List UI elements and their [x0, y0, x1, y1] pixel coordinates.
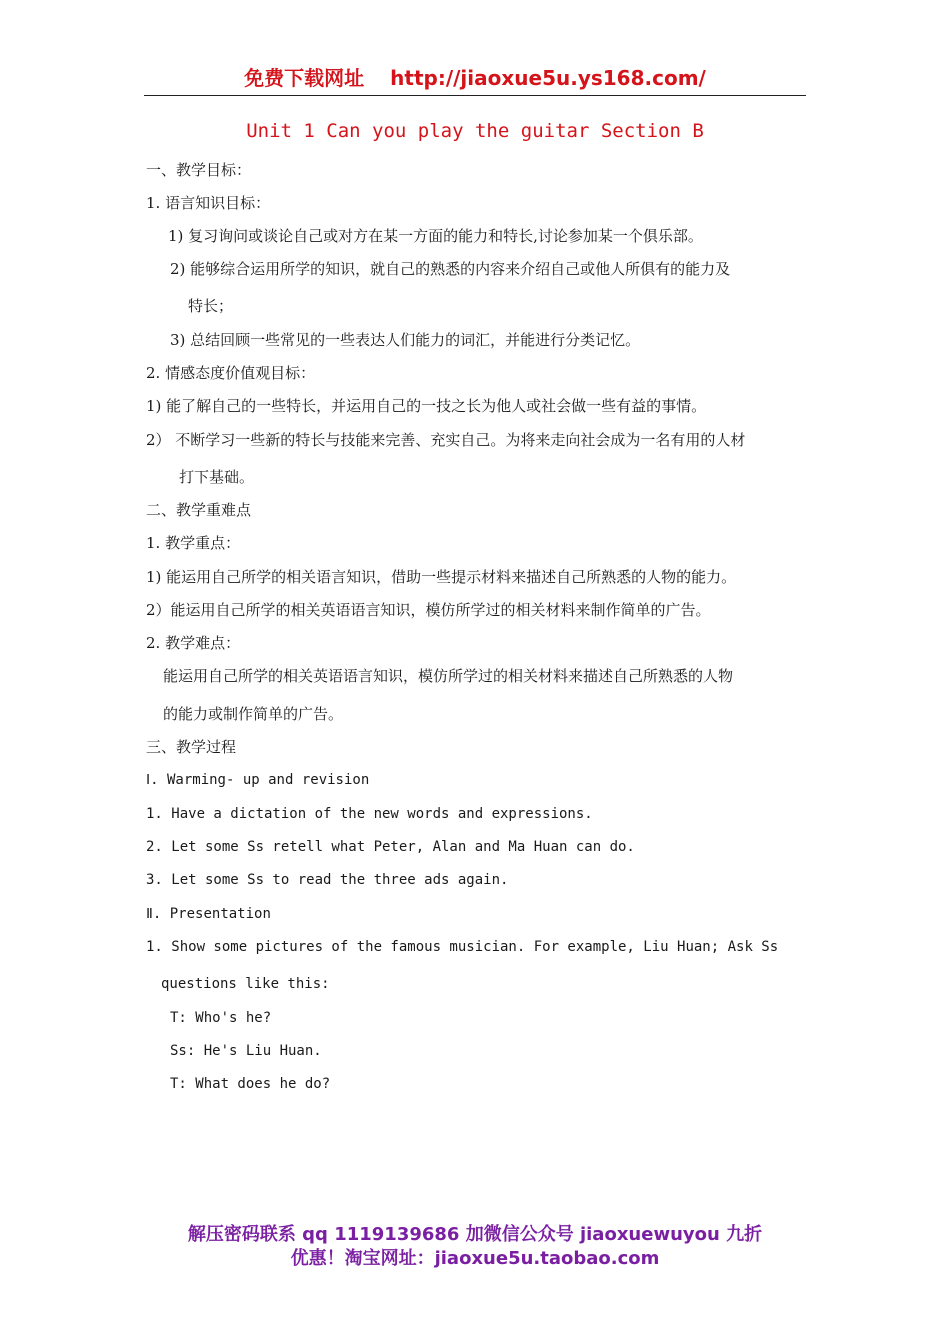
list-item: 3. Let some Ss to read the three ads again.: [146, 872, 509, 888]
list-item-continuation: 特长；: [188, 297, 234, 315]
list-item: 2） 不断学习一些新的特长与技能来完善、充实自己。为将来走向社会成为一名有用的人材: [146, 431, 746, 449]
dialogue-line: T: What does he do?: [170, 1076, 331, 1092]
list-item: 2) 能够综合运用所学的知识，就自己的熟悉的内容来介绍自己或他人所俱有的能力及: [170, 260, 731, 278]
step-heading-warming-up: Ⅰ. Warming- up and revision: [146, 772, 370, 788]
list-item: 2. Let some Ss retell what Peter, Alan and Ma Huan can do.: [146, 839, 635, 855]
document-title: Unit 1 Can you play the guitar Section B: [246, 120, 704, 142]
paragraph-line: 能运用自己所学的相关英语语言知识，模仿所学过的相关材料来描述自己所熟悉的人物: [163, 667, 734, 685]
section-heading-objectives: 一、教学目标：: [146, 161, 252, 179]
list-item: 1. Have a dictation of the new words and expressions.: [146, 806, 593, 822]
footer-promo-line-2: 优惠！淘宝网址：jiaoxue5u.taobao.com: [290, 1248, 660, 1269]
header-label: 免费下载网址: [244, 66, 365, 90]
list-item: 3) 总结回顾一些常见的一些表达人们能力的词汇，并能进行分类记忆。: [170, 331, 641, 349]
header-url-link[interactable]: http://jiaoxue5u.ys168.com/: [390, 66, 706, 90]
list-item: 1) 能了解自己的一些特长，并运用自己的一技之长为他人或社会做一些有益的事情。: [146, 397, 707, 415]
list-item: 2）能运用自己所学的相关英语语言知识，模仿所学过的相关材料来制作简单的广告。: [146, 601, 711, 619]
section-heading-procedure: 三、教学过程: [146, 738, 237, 756]
footer-promo-line-1: 解压密码联系 qq 1119139686 加微信公众号 jiaoxuewuyou 九折: [187, 1224, 763, 1245]
section-heading-key-points: 二、教学重难点: [146, 501, 252, 519]
subheading-attitude-goals: 2. 情感态度价值观目标：: [146, 364, 316, 382]
dialogue-line: Ss: He's Liu Huan.: [170, 1043, 322, 1059]
page-header: [144, 62, 806, 96]
dialogue-line: T: Who's he?: [170, 1010, 272, 1026]
paragraph-line: 的能力或制作简单的广告。: [163, 705, 344, 723]
list-item-continuation: 打下基础。: [179, 468, 255, 486]
list-item: 1) 能运用自己所学的相关语言知识，借助一些提示材料来描述自己所熟悉的人物的能力。: [146, 568, 737, 586]
subheading-language-goals: 1. 语言知识目标：: [146, 194, 271, 212]
step-heading-presentation: Ⅱ. Presentation: [146, 906, 271, 922]
subheading-difficulties: 2. 教学难点：: [146, 634, 241, 652]
list-item: 1. Show some pictures of the famous musician. For example, Liu Huan; Ask Ss: [146, 939, 779, 955]
list-item-continuation: questions like this:: [161, 976, 330, 992]
list-item: 1) 复习询问或谈论自己或对方在某一方面的能力和特长,讨论参加某一个俱乐部。: [168, 227, 703, 245]
subheading-key-points: 1. 教学重点：: [146, 534, 241, 552]
